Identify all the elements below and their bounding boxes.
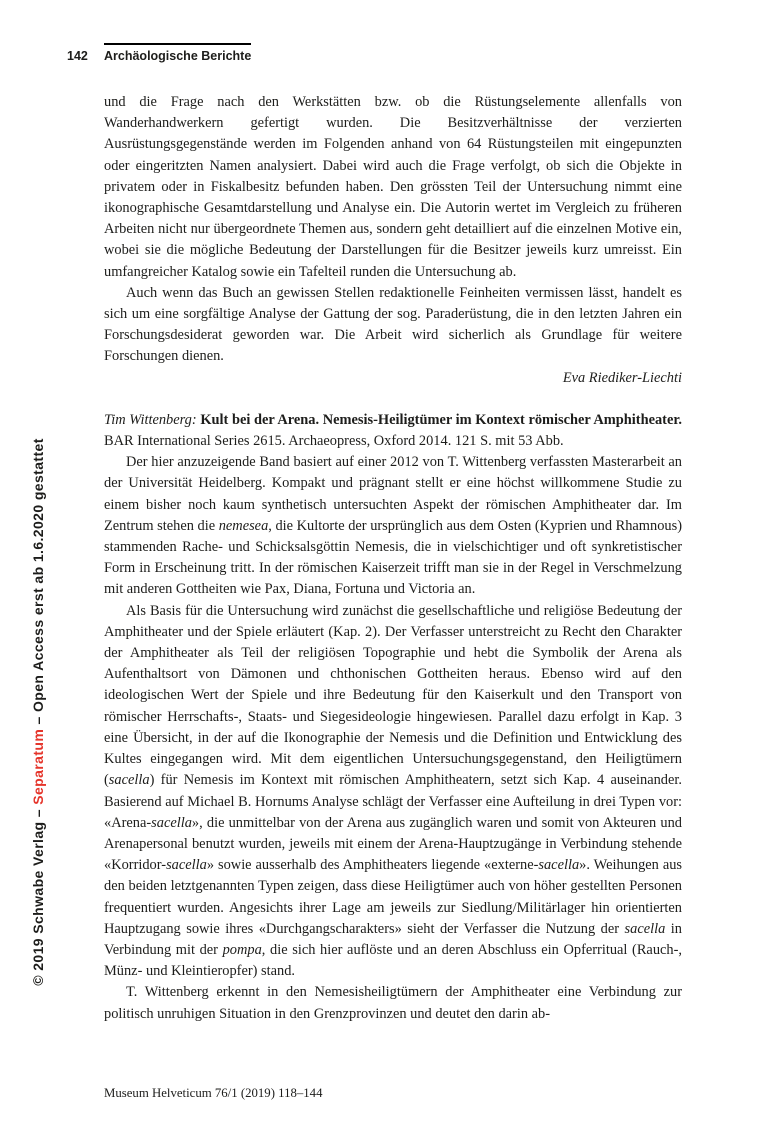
paragraph-indent [104, 982, 682, 1024]
text-segment: Als Basis für die Untersuchung wird zunächst die gesellschaftliche und religiöse Bedeutung der Amphitheater und der Spiele erläutert (Kap. 2). Der Verfasser unterstreicht zu Recht den Charakter der Amphitheater als Teil der religiösen Topographie und hebt die Symbolik der Arena als Aufenthaltsort von Dämonen und chthonischen Gottheiten heraus. Ebenso wird auf den ideologischen Wert der Spiele und ihre Bedeutung für den Kaiserkult und den Transport von römischer Herrschafts-, Staats- und Siegesideologie hingewiesen. Parallel dazu erfolgt in Kap. 3 eine Übersicht, in der auf die Ikonographie der Nemesis und die Definition und Entwicklung des Kultes eingegangen wird. Mit dem eigentlichen Untersuchungsgegenstand, den Heiligtümern ( [104, 602, 682, 789]
paragraph [104, 92, 682, 283]
text-segment: © 2019 Schwabe Verlag – [30, 804, 46, 986]
text-segment: Auch wenn das Buch an gewissen Stellen redaktionelle Feinheiten vermissen lässt, handelt es sich um eine sorgfältige Analyse der Gattung der sog. Paraderüstung, die in den letzten Jahren ein Forschungsdesiderat geworden war. Die Arbeit wird sicherlich als Grundlage für weitere Forschungen dienen. [104, 284, 682, 365]
text-segment: , die Kultorte der ursprünglich aus dem Osten (Kyprien und Rhamnous) stammenden Rache- und Schicksalsgöttin Nemesis, die in vielschichtiger und oft synkretistischer Form in Erscheinung tritt. In der römischen Kaiserzeit trifft man sie in der Regel in Verschmelzung mit anderen Gottheiten wie Pax, Diana, Fortuna und Victoria an. [104, 517, 682, 598]
paragraph-indent [104, 452, 682, 600]
sidebar-copyright-imprint [30, 438, 46, 986]
text-segment: sacella [624, 920, 666, 937]
text-segment: Separatum [30, 728, 46, 805]
page-body [104, 92, 682, 1025]
text-segment: ». Weihungen aus den beiden letztgenannten Typen zeigen, dass diese Heiligtümer auch von höher gestellten Personen frequentiert wurden. Angesichts ihrer Lage am jeweils zur Siedlung/Militärlager hin orientierten Hauptzugang sowie ihres «Durchgangscharakters» sieht der Verfasser die Nutzung der [104, 857, 683, 937]
text-segment: Der hier anzuzeigende Band basiert auf einer 2012 von T. Wittenberg verfassten Masterarbeit an der Universität Heidelberg. Kompakt und prägnant stellt er eine höchst willkommene Studie zu einem bisher noch kaum synthetisch untersuchten Aspekt der römischen Amphitheater dar. Im Zentrum stehen die [104, 454, 682, 534]
text-segment: – Open Access erst ab 1.6.2020 gestattet [30, 438, 46, 729]
review-heading [104, 410, 682, 452]
text-segment: Tim Wittenberg: [104, 411, 201, 428]
text-segment: sacella [538, 857, 580, 874]
text-segment: », die unmittelbar von der Arena aus zugänglich waren und somit von Akteuren und Arenapersonal benutzt wurden, jeweils mit einem der Arena-Hauptzugänge in Verbindung stehende «Korridor- [104, 814, 682, 874]
text-segment: Eva Riediker-Liechti [562, 369, 682, 386]
text-segment: nemesea [218, 517, 269, 534]
text-segment: sacella [151, 814, 192, 831]
text-segment: T. Wittenberg erkennt in den Nemesisheiligtümern der Amphitheater eine Verbindung zur politisch unruhigen Situation in den Grenzprovinzen und deutet den darin ab- [104, 984, 682, 1022]
page-number: 142 [67, 49, 88, 63]
text-segment: BAR International Series 2615. Archaeopress, Oxford 2014. 121 S. mit 53 Abb. [104, 433, 564, 450]
paragraph-indent [104, 601, 682, 983]
text-segment: pompa [222, 941, 262, 958]
text-segment: sacella [166, 857, 207, 874]
text-segment: » sowie ausserhalb des Amphitheaters liegende «externe- [206, 857, 539, 874]
text-segment: und die Frage nach den Werkstätten bzw. ob die Rüstungselemente allenfalls von Wanderhandwerkern gefertigt wurden. Die Besitzverhältnisse der verzierten Ausrüstungsgegenstände werden im Folgenden anhand von 64 Rüstungsteilen mit eingepunzten oder eingeritzten Namen analysiert. Dabei wird auch die Frage verfolgt, ob sich die Objekte in privatem oder in Fiskalbesitz befunden haben. Den grössten Teil der Untersuchung nimmt eine ikonographische Gesamtdarstellung und Analyse ein. Die Autorin wertet im Vergleich zu früheren Arbeiten nicht nur übergeordnete Themen aus, sondern geht detailliert auf die einzelnen Motive ein, wobei sie die mögliche Bedeutung der Darstellungen für die Besitzer jeweils kurz umreisst. Ein umfangreicher Katalog sowie ein Tafelteil runden die Untersuchung ab. [104, 94, 682, 280]
text-segment: in Verbindung mit der [104, 920, 682, 958]
footer-journal-line: Museum Helveticum 76/1 (2019) 118–144 [104, 1086, 323, 1100]
text-segment: ) für Nemesis im Kontext mit römischen Amphitheatern, setzt sich Kap. 4 auseinander. Basierend auf Michael B. Hornums Analyse schlägt der Verfasser eine Aufteilung in drei Typen vor: «Arena- [104, 772, 682, 831]
text-segment: , die sich hier auflöste und an deren Abschluss ein Opferritual (Rauch-, Münz- und Kleintieropfer) stand. [104, 941, 682, 980]
signature [104, 368, 682, 389]
paragraph-indent [104, 283, 682, 368]
text-segment: sacella [108, 772, 150, 789]
section-title: Archäologische Berichte [104, 43, 251, 63]
text-segment: Kult bei der Arena. Nemesis-Heiligtümer im Kontext römischer Amphitheater. [200, 411, 683, 428]
